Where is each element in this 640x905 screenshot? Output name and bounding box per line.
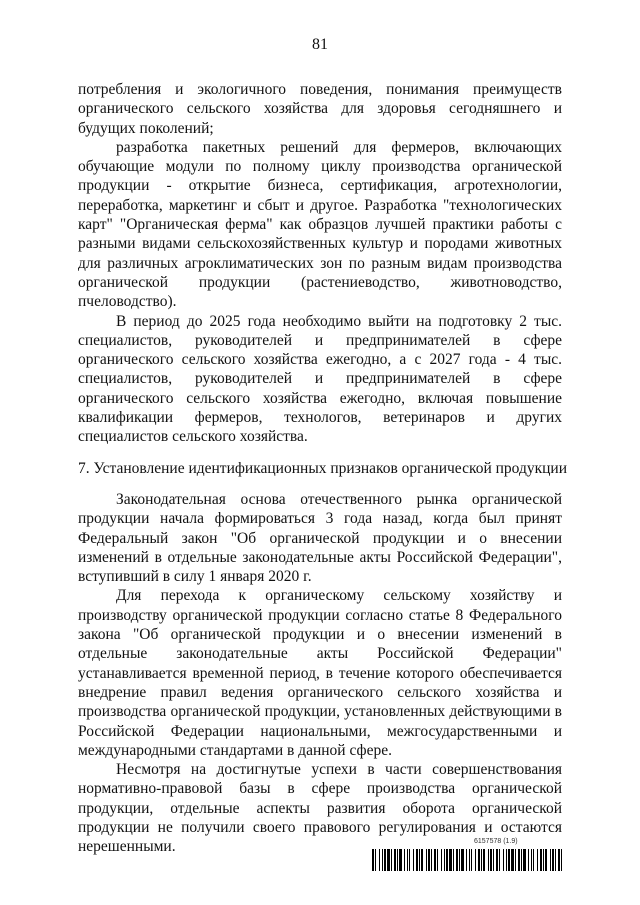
barcode xyxy=(372,849,562,871)
paragraph-2: разработка пакетных решений для фермеров, включающих обучающие модули по полному циклу производства органической продукции - открытие бизнеса, сертификация, агротехнологии, переработка, маркетинг и сбыт и другое. Разработка "технологических карт" "Органическая ферма" как образцов лучшей практики работы с разными видами сельскохозяйственных культур и породами животных для различных агроклиматических зон по разным видам производства органической продукции (растениеводство, животноводство, пчеловодство). xyxy=(78,138,562,311)
document-body xyxy=(78,80,568,857)
section-paragraph-3: Несмотря на достигнутые успехи в части совершенствования нормативно-правовой базы в сфере производства органической продукции, отдельные аспекты развития оборота органической продукции не получили своего правового регулирования и остаются нерешенными. xyxy=(78,761,562,856)
document-code: 6157578 (1.9) xyxy=(474,838,518,845)
section-paragraph-1: Законодательная основа отечественного рынка органической продукции начала формироваться 3 года назад, когда был принят Федеральный закон "Об органической продукции и о внесении изменений в отдельные законодательные акты Российской Федерации", вступивший в силу 1 января 2020 г. xyxy=(78,490,562,586)
section-heading: 7. Установление идентификационных признаков органической продукции xyxy=(78,459,568,477)
section-paragraph-2: Для перехода к органическому сельскому хозяйству и производству органической продукции согласно статье 8 Федерального закона "Об органической продукции и о внесении изменений в отдельные законодательные акты Российской Федерации" устанавливается временной период, в течение которого обеспечивается внедрение правил ведения органического сельского хозяйства и производства органической продукции, установленных действующими в Российской Федерации национальными, межгосударственными и международными стандартами в данной сфере. xyxy=(78,587,562,759)
paragraph-3: В период до 2025 года необходимо выйти на подготовку 2 тыс. специалистов, руководителей и предпринимателей в сфере органического сельского хозяйства ежегодно, а с 2027 года - 4 тыс. специалистов, руководителей и предпринимателей в сфере органического сельского хозяйства ежегодно, включая повышение квалификации фермеров, технологов, ветеринаров и других специалистов сельского хозяйства. xyxy=(78,312,562,446)
paragraph-1: потребления и экологичного поведения, понимания преимуществ органического сельского хозяйства для здоровья сегодняшнего и будущих поколений; xyxy=(78,81,562,137)
page-number: 81 xyxy=(312,36,328,53)
